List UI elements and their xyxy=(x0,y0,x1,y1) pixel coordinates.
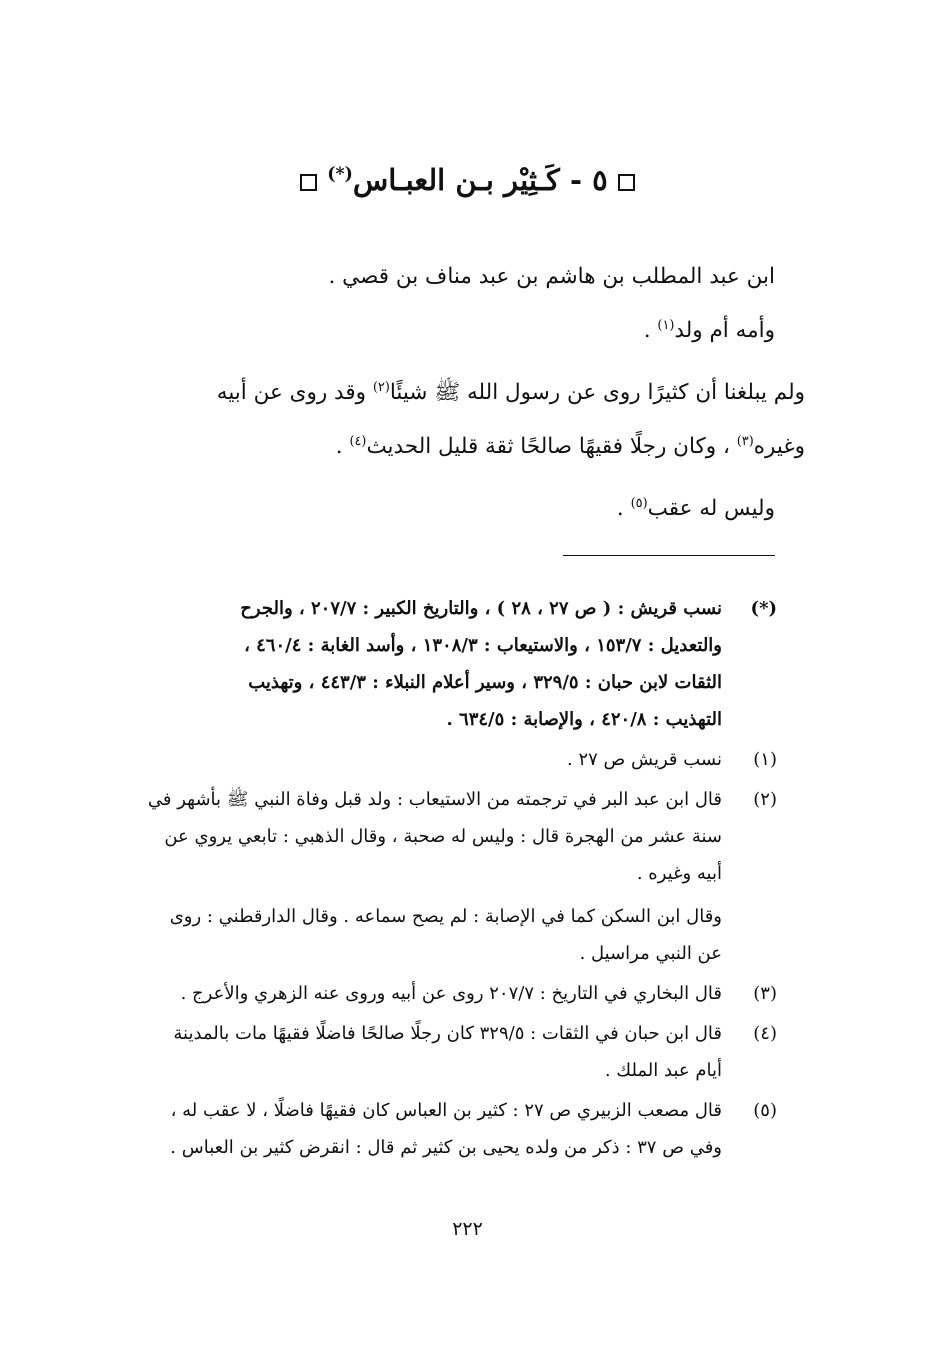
footnote-ref: (٥) xyxy=(630,495,648,511)
footnote-line: عن النبي مراسيل . xyxy=(579,943,722,964)
footnote-line: نسب قريش ص ٢٧ . xyxy=(567,749,722,770)
footnote-4 xyxy=(105,1015,777,1089)
footnote-number: (٥) xyxy=(753,1100,777,1121)
mother-line: وأمه أم ولد$^{(١)}$ . xyxy=(643,317,775,343)
footnote-line: قال ابن عبد البر في ترجمته من الاستيعاب : ولد قبل وفاة النبي ﷺ بأشهر في xyxy=(147,789,722,810)
narration-line-1: ولم يبلغنا أن كثيرًا روى عن رسول الله ﷺ شيئًا$^{(٢)}$ وقد روى عن أبيه xyxy=(216,379,805,405)
footnote-line: الثقات لابن حبان : ٣٢٩/٥ ، وسير أعلام النبلاء : ٤٤٣/٣ ، وتهذيب xyxy=(248,672,722,693)
footnote-line: أبيه وغيره . xyxy=(636,863,722,884)
footnote-number: (*) xyxy=(750,598,777,619)
footnote-line: وفي ص ٣٧ : ذكر من ولده يحيى بن كثير ثم قال : انقرض كثير بن العباس . xyxy=(170,1137,722,1158)
heading-text: ٥ - كَـثِيْر بـن العبـاس xyxy=(352,163,608,197)
footnote-number: (٤) xyxy=(753,1023,777,1044)
footnote-continuation xyxy=(105,898,722,972)
footnote-number: (١) xyxy=(753,749,777,770)
footnote-2 xyxy=(105,781,777,972)
entry-heading xyxy=(0,163,935,197)
footnote-ref: (٢) xyxy=(372,379,390,395)
footnote-3 xyxy=(105,975,777,1012)
footnote-line: قال البخاري في التاريخ : ٢٠٧/٧ روى عن أبيه وروى عنه الزهري والأعرج . xyxy=(180,983,722,1004)
footnote-1 xyxy=(105,741,777,778)
square-ornament-icon xyxy=(618,174,635,191)
footnote-line: والتعديل : ١٥٣/٧ ، والاستيعاب : ١٣٠٨/٣ ، وأسد الغابة : ٤٦٠/٤ ، xyxy=(244,635,722,656)
footnote-number: (٢) xyxy=(753,789,777,810)
footnote-ref: (٤) xyxy=(349,433,367,449)
entry-body xyxy=(160,250,805,536)
footnotes xyxy=(105,590,777,1169)
footnote-ref: (١) xyxy=(657,317,675,333)
square-ornament-icon xyxy=(300,174,317,191)
page-number: ٢٢٢ xyxy=(452,1218,483,1240)
narration-paragraph xyxy=(160,366,805,474)
footnote-star xyxy=(105,590,777,738)
narration-line-2: وغيره$^{(٣)}$ ، وكان رجلًا فقيهًا صالحًا ثقة قليل الحديث$^{(٤)}$ . xyxy=(335,433,805,459)
footnote-separator xyxy=(563,555,775,556)
footnote-line: التهذيب : ٤٢٠/٨ ، والإصابة : ٦٣٤/٥ . xyxy=(446,709,722,730)
footnote-line: أيام عبد الملك . xyxy=(604,1060,722,1081)
heading-footnote-mark: (*) xyxy=(327,164,353,185)
footnote-line: وقال ابن السكن كما في الإصابة : لم يصح سماعه . وقال الدارقطني : روى xyxy=(169,906,722,927)
footnote-line: قال مصعب الزبيري ص ٢٧ : كثير بن العباس كان فقيهًا فاضلًا ، لا عقب له ، xyxy=(170,1100,722,1121)
footnote-5 xyxy=(105,1092,777,1166)
offspring-line: وليس له عقب$^{(٥)}$ . xyxy=(616,495,775,521)
footnote-number: (٣) xyxy=(753,983,777,1004)
footnote-line: قال ابن حبان في الثقات : ٣٢٩/٥ كان رجلًا صالحًا فاضلًا فقيهًا مات بالمدينة xyxy=(173,1023,722,1044)
footnote-line: سنة عشر من الهجرة قال : وليس له صحبة ، وقال الذهبي : تابعي يروي عن xyxy=(164,826,722,847)
lineage-line: ابن عبد المطلب بن هاشم بن عبد مناف بن قصي . xyxy=(328,264,775,289)
footnote-ref: (٣) xyxy=(736,433,754,449)
footnote-line: نسب قريش : ( ص ٢٧ ، ٢٨ ) ، والتاريخ الكبير : ٢٠٧/٧ ، والجرح xyxy=(240,598,722,619)
